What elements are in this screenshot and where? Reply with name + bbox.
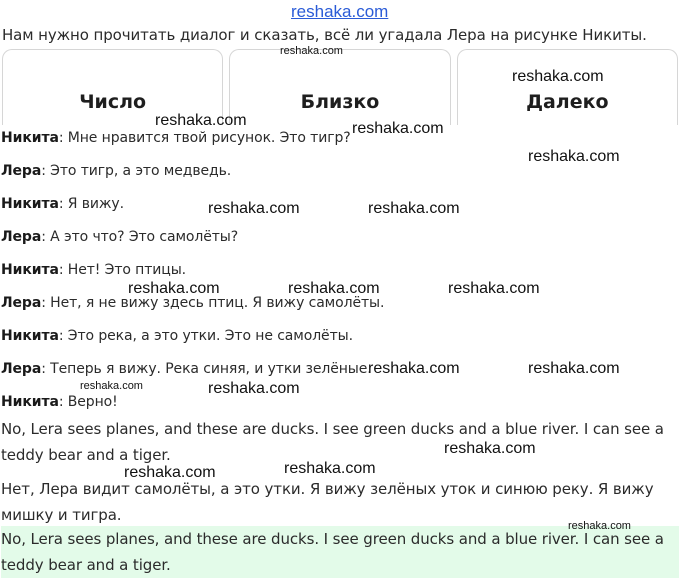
speaker: Лера bbox=[1, 163, 42, 179]
watermark: reshaka.com bbox=[448, 280, 540, 297]
watermark: reshaka.com bbox=[128, 280, 220, 297]
watermark: reshaka.com bbox=[528, 148, 620, 165]
line-text: : Это тигр, а это медведь. bbox=[41, 163, 232, 179]
watermark: reshaka.com bbox=[352, 120, 444, 137]
line-text: : Нет! Это птицы. bbox=[58, 262, 187, 278]
line-text: : Нет, я не вижу здесь птиц. Я вижу самолёты. bbox=[41, 295, 385, 311]
watermark: reshaka.com bbox=[368, 360, 460, 377]
watermark: reshaka.com bbox=[155, 112, 247, 129]
speaker: Никита bbox=[1, 262, 59, 278]
header-near: Близко bbox=[229, 49, 450, 125]
intro-text: Нам нужно прочитать диалог и сказать, всё ли угадала Лера на рисунке Никиты. bbox=[2, 26, 647, 44]
line-text: : Это река, а это утки. Это не самолёты. bbox=[58, 328, 353, 344]
speaker: Лера bbox=[1, 361, 42, 377]
header-table bbox=[2, 49, 678, 125]
watermark-link[interactable]: reshaka.com bbox=[291, 2, 389, 21]
dialog-line bbox=[1, 328, 353, 344]
line-text: : А это что? Это самолёты? bbox=[41, 229, 239, 245]
dialog-line bbox=[1, 361, 372, 377]
watermark: reshaka.com bbox=[512, 68, 604, 85]
header-number: Число bbox=[2, 49, 223, 125]
watermark: reshaka.com bbox=[568, 520, 631, 532]
watermark: reshaka.com bbox=[368, 200, 460, 217]
watermark: reshaka.com bbox=[280, 45, 343, 57]
speaker: Никита bbox=[1, 328, 59, 344]
watermark: reshaka.com bbox=[124, 464, 216, 481]
dialog-line bbox=[1, 229, 238, 245]
answer-russian: Нет, Лера видит самолёты, а это утки. Я вижу зелёных уток и синюю реку. Я вижу мишку и тигра. bbox=[1, 480, 654, 524]
speaker: Никита bbox=[1, 196, 59, 212]
watermark: reshaka.com bbox=[80, 380, 143, 392]
answer-english-highlighted: No, Lera sees planes, and these are ducks. I see green ducks and a blue river. I can see a teddy bear and a tiger. bbox=[1, 526, 679, 578]
dialog-line bbox=[1, 130, 351, 146]
dialog-line bbox=[1, 394, 118, 410]
line-text: : Верно! bbox=[58, 394, 118, 410]
line-text: : Теперь я вижу. Река синяя, и утки зелёные. bbox=[41, 361, 372, 377]
line-text: : Я вижу. bbox=[58, 196, 124, 212]
speaker: Никита bbox=[1, 130, 59, 146]
speaker: Лера bbox=[1, 229, 42, 245]
dialog-line bbox=[1, 196, 124, 212]
dialog-line bbox=[1, 163, 231, 179]
dialog-line bbox=[1, 262, 186, 278]
watermark: reshaka.com bbox=[444, 440, 536, 457]
answer-english: No, Lera sees planes, and these are ducks. I see green ducks and a blue river. I can see a teddy bear and a tiger. bbox=[1, 420, 664, 464]
line-text: : Мне нравится твой рисунок. Это тигр? bbox=[58, 130, 351, 146]
speaker: Никита bbox=[1, 394, 59, 410]
watermark: reshaka.com bbox=[288, 280, 380, 297]
watermark: reshaka.com bbox=[208, 380, 300, 397]
watermark: reshaka.com bbox=[208, 200, 300, 217]
watermark: reshaka.com bbox=[528, 360, 620, 377]
speaker: Лера bbox=[1, 295, 42, 311]
header-far: Далеко bbox=[457, 49, 678, 125]
watermark: reshaka.com bbox=[284, 460, 376, 477]
